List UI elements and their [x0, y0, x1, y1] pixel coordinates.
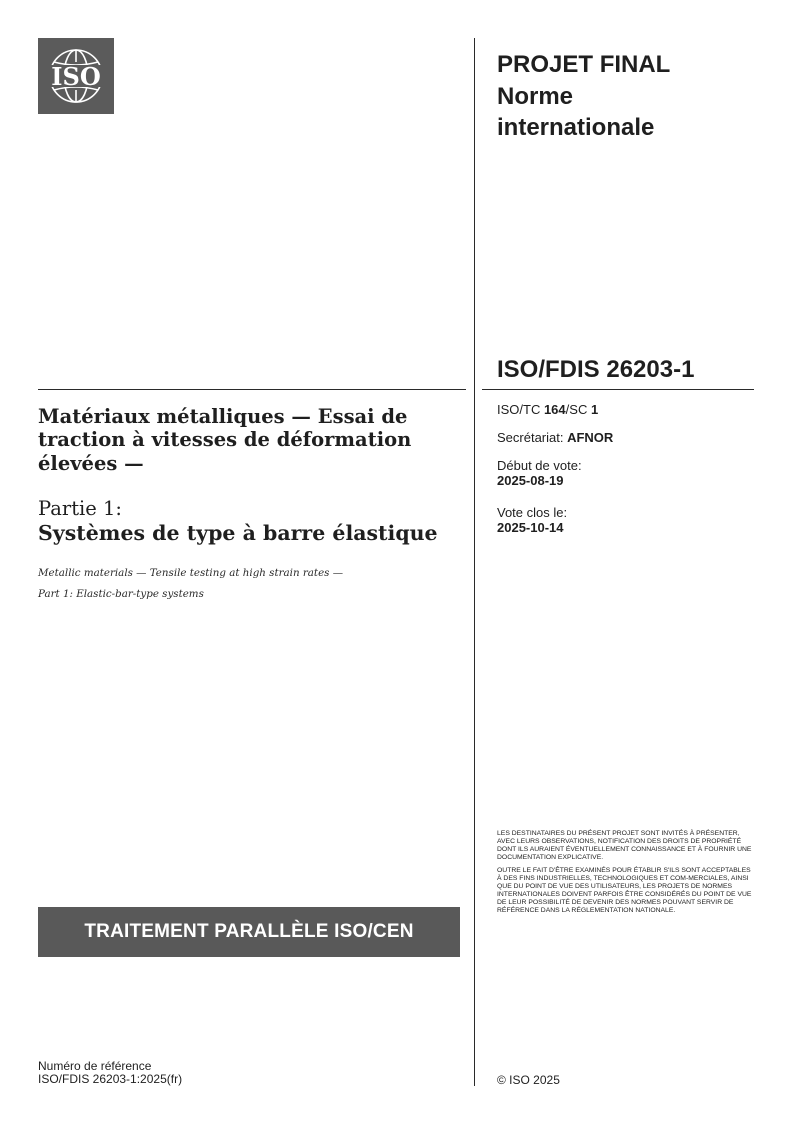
- reference-number: [38, 1060, 182, 1086]
- copyright: © ISO 2025: [497, 1073, 560, 1087]
- vote-start-date-value: 2025-08-19: [497, 473, 564, 488]
- reference-value: ISO/FDIS 26203-1:2025(fr): [38, 1072, 183, 1087]
- english-title-line-2: Part 1: Elastic-bar-type systems: [38, 588, 204, 600]
- parallel-processing-banner: [38, 907, 460, 957]
- reference-label: Numéro de référence: [38, 1059, 152, 1073]
- document-title: [38, 405, 468, 475]
- committee-sc-prefix: /SC: [565, 402, 591, 417]
- doc-type-line-2: Norme: [497, 82, 574, 110]
- iso-logo: [38, 38, 114, 114]
- document-type: [497, 49, 757, 144]
- title-line-2: traction à vitesses de déformation: [38, 428, 412, 452]
- banner-text: TRAITEMENT PARALLÈLE ISO/CEN: [84, 921, 414, 942]
- committee-prefix: ISO/TC: [497, 402, 544, 417]
- disclaimer-paragraph-2: OUTRE LE FAIT D'ÊTRE EXAMINÉS POUR ÉTABLIR S'ILS SONT ACCEPTABLES À DES FINS INDUSTRIELLES, TECHNOLOGIQUES ET COM-MERCIALES, AINSI QUE DU POINT DE VUE DES UTILISATEURS, LES PROJETS DE NORMES INTERNATIONALES DOIVENT PARFOIS ÊTRE CONSIDÉRÉS DU POINT DE VUE DE LEUR POSSIBILITÉ DE DEVENIR DES NORMES POUVANT SERVIR DE RÉFÉRENCE DANS LA RÉGLEMENTATION NATIONALE.: [497, 866, 752, 915]
- disclaimer-paragraph-1: LES DESTINATAIRES DU PRÉSENT PROJET SONT INVITÉS À PRÉSENTER, AVEC LEURS OBSERVATIONS, NOTIFICATION DES DROITS DE PROPRIÉTÉ DONT ILS AURAIENT ÉVENTUELLEMENT CONNAISSANCE ET À FOURNIR UNE DOCUMENTATION EXPLICATIVE.: [497, 830, 752, 862]
- iso-globe-logo-icon: [38, 38, 114, 114]
- title-line-3: élevées —: [38, 451, 144, 475]
- committee-sc: 1: [590, 402, 599, 417]
- vote-start-label: Début de vote:: [497, 458, 582, 473]
- number-underline: [482, 389, 754, 390]
- vote-start-date: [497, 474, 564, 489]
- vote-end-date: [497, 521, 564, 536]
- standard-number: ISO/FDIS 26203-1: [497, 356, 695, 383]
- secretariat: [497, 431, 613, 446]
- secretariat-value: AFNOR: [567, 430, 614, 445]
- part-title: Systèmes de type à barre élastique: [38, 521, 438, 545]
- committee-reference: [497, 403, 598, 418]
- title-line-1: Matériaux métalliques — Essai de: [38, 405, 408, 428]
- title-divider: [38, 389, 466, 390]
- english-title-line-1: Metallic materials — Tensile testing at high strain rates —: [38, 567, 344, 579]
- committee-tc: 164: [543, 402, 566, 417]
- vote-end-label: Vote clos le:: [497, 505, 568, 520]
- doc-type-line-1: PROJET FINAL: [497, 51, 671, 78]
- secretariat-label: Secrétariat:: [497, 430, 568, 445]
- vote-end-date-value: 2025-10-14: [497, 520, 564, 535]
- part-label: Partie 1:: [38, 497, 122, 520]
- iso-logo-text: ISO: [51, 62, 101, 91]
- vertical-divider: [474, 38, 475, 1086]
- disclaimer: [497, 830, 755, 920]
- doc-type-line-3: internationale: [497, 114, 655, 142]
